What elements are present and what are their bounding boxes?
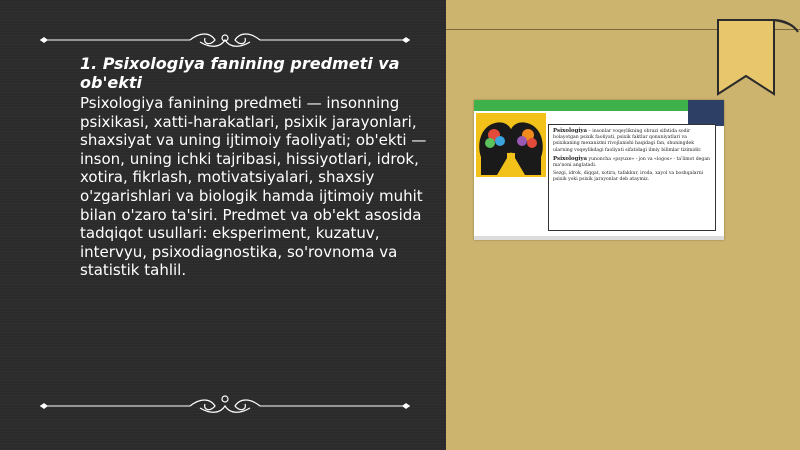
slide-title: 1. Psixologiya fanining predmeti va ob'ekti bbox=[80, 54, 400, 92]
thumbnail-text-1: – insonlar voqeylikning obrazi sifatida sodir bolayotgan psixik faoliyati, psixik faktlar qonuniyatlari va psixikaning mexanizmi rivojlanishi haqidagi fan, shuningdek ularning voqeylikdagi faoliyati sifatidagi ilmiy bilimlar tizimidir. bbox=[553, 129, 702, 153]
thumbnail-footer-bar bbox=[474, 236, 724, 240]
thumbnail-term-2: Psixologiya bbox=[553, 155, 588, 162]
bookmark-icon bbox=[716, 18, 800, 98]
bottom-ornament-icon bbox=[40, 394, 410, 414]
thumbnail-definition-box bbox=[548, 124, 716, 231]
two-heads-brain-icon bbox=[476, 113, 546, 177]
thumbnail-text-2: yunoncha «psyuxe» - jon va «logos» - ta'limot degan ma'noni anglatadi. bbox=[553, 156, 711, 169]
top-ornament-icon bbox=[40, 30, 410, 50]
thumbnail-green-bar bbox=[474, 100, 688, 111]
thumbnail-text-3: Sezgi, idrok, diqqat, xotira, tafakkur, iroda, xayol va boshqalarni psixik yoki psixik jarayonlar deb ataymiz. bbox=[553, 171, 704, 183]
thumbnail-navy-bar bbox=[688, 100, 724, 126]
slide-thumbnail bbox=[474, 100, 724, 240]
slide-body-text: Psixologiya fanining predmeti — insonning psixikasi, xatti-harakatlari, psixik jarayonlari, shaxsiyat va uning ijtimoiy faoliyati; ob'ekti — inson, uning ichki tajribasi, hissiyotlari, idrok, xotira, fikrlash, motivatsiyalari, shaxsiy o'zgarishlari va biologik hamda ijtimoiy muhit bilan o'zaro ta'siri. Predmet va ob'ekt asosida tadqiqot usullari: eksperiment, kuzatuv, intervyu, psixodiagnostika, so'rovnoma va statistik tahlil. bbox=[80, 94, 427, 280]
thumbnail-term-1: Psixologiya bbox=[553, 128, 588, 134]
